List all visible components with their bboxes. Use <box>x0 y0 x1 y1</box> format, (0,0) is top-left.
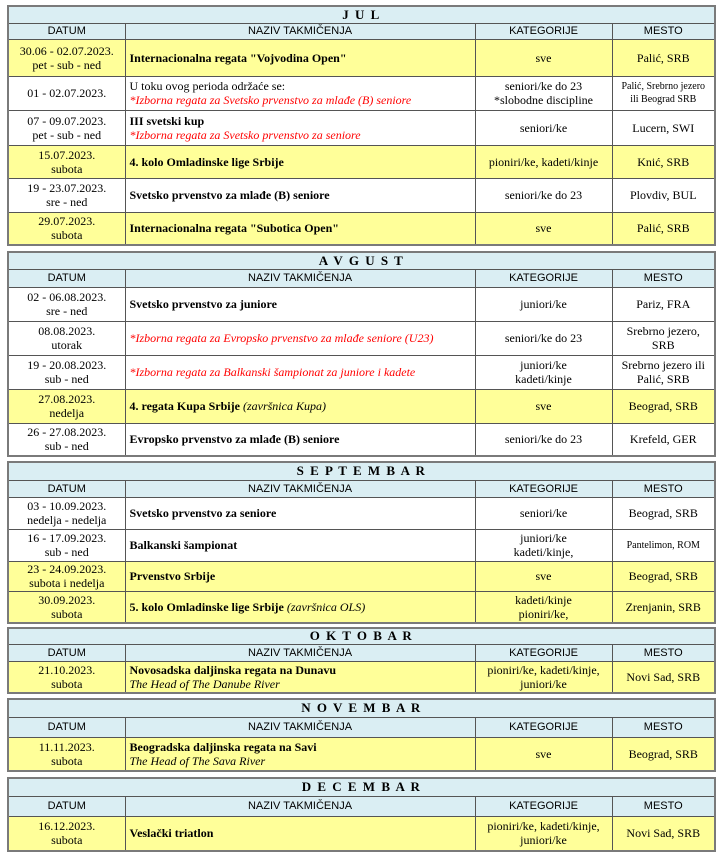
date-line: 16 - 17.09.2023. <box>27 531 107 545</box>
event-place <box>612 321 715 355</box>
place-line: Palić, SRB <box>636 221 690 236</box>
event-row <box>8 497 715 529</box>
name-line <box>130 128 475 142</box>
name-segment: *Izborna regata za Svetsko prvenstvo za mlađe (B) seniore <box>129 93 412 107</box>
column-header-row <box>8 644 715 661</box>
month-title: A V G U S T <box>8 252 715 269</box>
event-date <box>8 212 125 245</box>
place-line: Srebrno jezero ili <box>621 358 705 372</box>
name-line <box>130 506 475 520</box>
event-name <box>125 355 475 389</box>
event-name <box>125 76 475 110</box>
event-date <box>8 737 125 771</box>
event-row <box>8 816 715 851</box>
date-line: 16.12.2023. <box>38 819 96 834</box>
place-line: Zrenjanin, SRB <box>625 599 701 614</box>
event-categories <box>475 561 612 591</box>
event-row <box>8 39 715 76</box>
date-line: nedelja - nedelja <box>27 513 107 527</box>
event-name <box>125 737 475 771</box>
name-line <box>130 569 475 583</box>
event-date <box>8 389 125 423</box>
event-place <box>612 816 715 851</box>
header-datum: DATUM <box>8 717 125 737</box>
event-name <box>125 561 475 591</box>
event-place <box>612 423 715 456</box>
event-row <box>8 389 715 423</box>
date-line: subota <box>51 833 83 848</box>
date-line: 29.07.2023. <box>38 214 96 229</box>
date-line: subota i nedelja <box>29 576 105 590</box>
header-naziv: NAZIV TAKMIČENJA <box>125 480 475 497</box>
event-name <box>125 661 475 693</box>
place-line: Beograd, SRB <box>628 506 698 520</box>
category-line: seniori/ke do 23 <box>504 331 583 345</box>
event-date <box>8 661 125 693</box>
date-line: pet - sub - ned <box>32 57 102 72</box>
event-name <box>125 212 475 245</box>
event-place <box>612 145 715 178</box>
category-line: juniori/ke <box>520 358 567 372</box>
month-block-novembar <box>7 698 716 772</box>
event-row <box>8 355 715 389</box>
name-segment: The Head of The Danube River <box>129 676 280 691</box>
category-line: sve <box>535 399 552 413</box>
name-line <box>130 221 475 235</box>
event-categories <box>475 145 612 178</box>
name-segment: The Head of The Sava River <box>129 753 266 768</box>
name-line <box>130 93 475 107</box>
event-name <box>125 591 475 623</box>
event-categories <box>475 816 612 851</box>
header-datum: DATUM <box>8 269 125 287</box>
category-line: seniori/ke do 23 <box>504 432 583 447</box>
place-line: Plovdiv, BUL <box>629 188 697 202</box>
event-name <box>125 321 475 355</box>
event-date <box>8 178 125 212</box>
event-categories <box>475 737 612 771</box>
event-place <box>612 76 715 110</box>
place-line: Palić, SRB <box>636 50 690 65</box>
month-title: J U L <box>8 6 715 23</box>
category-line: juniori/ke <box>520 297 567 311</box>
name-line <box>130 155 475 169</box>
header-datum: DATUM <box>8 796 125 816</box>
header-naziv: NAZIV TAKMIČENJA <box>125 644 475 661</box>
date-line: sre - ned <box>46 195 88 209</box>
date-line: sub - ned <box>44 372 89 386</box>
date-line: 02 - 06.08.2023. <box>27 290 107 304</box>
month-title-row <box>8 778 715 796</box>
event-categories <box>475 39 612 76</box>
category-line: kadeti/kinje <box>515 592 572 607</box>
event-date <box>8 497 125 529</box>
event-row <box>8 661 715 693</box>
name-line <box>130 600 475 614</box>
event-name <box>125 110 475 145</box>
month-title-row <box>8 6 715 23</box>
header-mesto: MESTO <box>612 23 715 39</box>
name-line <box>130 677 475 691</box>
event-name <box>125 816 475 851</box>
date-line: 19 - 20.08.2023. <box>27 358 107 372</box>
name-line <box>130 826 475 840</box>
name-segment: Evropsko prvenstvo za mlađe (B) seniore <box>129 432 340 447</box>
place-line: Beograd, SRB <box>628 569 698 583</box>
name-line <box>130 79 475 93</box>
event-categories <box>475 529 612 561</box>
event-place <box>612 110 715 145</box>
header-kategorije: KATEGORIJE <box>475 269 612 287</box>
event-categories <box>475 76 612 110</box>
place-line: Lucern, SWI <box>632 120 695 135</box>
date-line: subota <box>51 161 83 176</box>
date-line: nedelja <box>49 406 85 420</box>
event-categories <box>475 321 612 355</box>
event-name <box>125 497 475 529</box>
event-categories <box>475 661 612 693</box>
name-segment: *Izborna regata za Evropsko prvenstvo za mlađe seniore (U23) <box>129 331 434 345</box>
event-categories <box>475 178 612 212</box>
month-block-jul <box>7 5 716 246</box>
event-row <box>8 423 715 456</box>
name-segment: 4. kolo Omladinske lige Srbije <box>129 154 284 169</box>
name-segment: Veslački triatlon <box>129 826 214 841</box>
event-row <box>8 321 715 355</box>
event-name <box>125 287 475 321</box>
header-mesto: MESTO <box>612 644 715 661</box>
event-date <box>8 591 125 623</box>
event-place <box>612 561 715 591</box>
category-line: pioniri/ke, <box>518 606 569 621</box>
place-line: Srebrno jezero, <box>626 324 700 338</box>
event-row <box>8 529 715 561</box>
event-row <box>8 178 715 212</box>
event-date <box>8 110 125 145</box>
name-segment: *Izborna regata za Svetsko prvenstvo za seniore <box>129 127 361 142</box>
name-segment: Balkanski šampionat <box>129 538 238 552</box>
event-date <box>8 423 125 456</box>
name-line <box>130 297 475 311</box>
event-row <box>8 287 715 321</box>
date-line: 27.08.2023. <box>38 392 96 406</box>
event-place <box>612 389 715 423</box>
event-date <box>8 321 125 355</box>
event-categories <box>475 591 612 623</box>
event-date <box>8 355 125 389</box>
name-segment: U toku ovog perioda održaće se: <box>129 79 286 93</box>
category-line: sve <box>535 569 552 583</box>
place-line: Krefeld, GER <box>629 432 697 447</box>
name-segment: Internacionalna regata "Vojvodina Open" <box>129 50 347 65</box>
category-line: seniori/ke <box>519 506 568 520</box>
name-segment: Svetsko prvenstvo za mlađe (B) seniore <box>129 188 330 202</box>
name-segment: III svetski kup <box>129 113 205 128</box>
date-line: 15.07.2023. <box>38 147 96 162</box>
name-segment: Internacionalna regata "Subotica Open" <box>129 221 339 236</box>
category-line: seniori/ke do 23 <box>504 79 583 93</box>
date-line: subota <box>51 753 83 768</box>
event-categories <box>475 497 612 529</box>
event-place <box>612 529 715 561</box>
name-segment: (završnica OLS) <box>283 599 366 614</box>
category-line: kadeti/kinje, <box>513 545 574 559</box>
event-row <box>8 591 715 623</box>
event-row <box>8 145 715 178</box>
header-kategorije: KATEGORIJE <box>475 644 612 661</box>
header-mesto: MESTO <box>612 269 715 287</box>
name-segment: 4. regata Kupa Srbije <box>129 399 240 413</box>
place-line: Beograd, SRB <box>628 399 698 413</box>
category-line: sve <box>535 746 552 761</box>
event-date <box>8 145 125 178</box>
column-header-row <box>8 23 715 39</box>
event-categories <box>475 423 612 456</box>
event-name <box>125 39 475 76</box>
header-naziv: NAZIV TAKMIČENJA <box>125 717 475 737</box>
header-kategorije: KATEGORIJE <box>475 23 612 39</box>
event-categories <box>475 355 612 389</box>
date-line: 23 - 24.09.2023. <box>27 562 107 576</box>
event-categories <box>475 389 612 423</box>
name-segment: *Izborna regata za Balkanski šampionat za juniore i kadete <box>129 365 416 379</box>
category-line: juniori/ke <box>520 531 567 545</box>
name-line <box>130 432 475 446</box>
header-naziv: NAZIV TAKMIČENJA <box>125 23 475 39</box>
column-header-row <box>8 717 715 737</box>
event-date <box>8 287 125 321</box>
header-mesto: MESTO <box>612 480 715 497</box>
place-line: Palić, Srebrno jezero <box>621 81 706 92</box>
date-line: 01 - 02.07.2023. <box>27 86 107 100</box>
category-line: sve <box>535 50 552 65</box>
place-line: Novi Sad, SRB <box>626 826 701 841</box>
column-header-row <box>8 796 715 816</box>
name-line <box>130 365 475 379</box>
category-line: sve <box>535 221 552 236</box>
header-mesto: MESTO <box>612 796 715 816</box>
event-categories <box>475 287 612 321</box>
name-segment: Svetsko prvenstvo za juniore <box>129 297 277 311</box>
event-place <box>612 661 715 693</box>
header-naziv: NAZIV TAKMIČENJA <box>125 796 475 816</box>
date-line: 19 - 23.07.2023. <box>27 181 107 195</box>
event-row <box>8 737 715 771</box>
place-line: Palić, SRB <box>636 372 690 386</box>
name-line <box>130 188 475 202</box>
category-line: seniori/ke <box>519 120 568 135</box>
date-line: 21.10.2023. <box>38 662 96 677</box>
place-line: Beograd, SRB <box>628 746 698 761</box>
month-title: N O V E M B A R <box>8 699 715 717</box>
month-title: D E C E M B A R <box>8 778 715 796</box>
name-segment: Prvenstvo Srbije <box>129 569 216 583</box>
category-line: juniori/ke <box>520 833 567 848</box>
date-line: 30.09.2023. <box>38 592 96 607</box>
event-row <box>8 110 715 145</box>
date-line: 07 - 09.07.2023. <box>27 113 107 128</box>
place-line: Knić, SRB <box>637 154 690 169</box>
date-line: 11.11.2023. <box>38 739 95 754</box>
month-title-row <box>8 699 715 717</box>
category-line: *slobodne discipline <box>494 93 593 107</box>
date-line: 03 - 10.09.2023. <box>27 499 107 513</box>
place-line: Novi Sad, SRB <box>626 669 701 684</box>
month-block-septembar <box>7 461 716 624</box>
name-segment: (završnica Kupa) <box>239 399 326 413</box>
date-line: 26 - 27.08.2023. <box>27 425 107 440</box>
header-datum: DATUM <box>8 23 125 39</box>
name-segment: Novosadska daljinska regata na Dunavu <box>129 662 337 677</box>
place-line: Pariz, FRA <box>636 297 691 311</box>
header-kategorije: KATEGORIJE <box>475 717 612 737</box>
date-line: sre - ned <box>46 304 88 318</box>
place-line: Pantelimon, ROM <box>626 539 700 551</box>
date-line: subota <box>51 676 83 691</box>
event-date <box>8 816 125 851</box>
event-name <box>125 145 475 178</box>
event-name <box>125 389 475 423</box>
category-line: kadeti/kinje <box>515 372 572 386</box>
event-row <box>8 76 715 110</box>
name-line <box>130 114 475 128</box>
date-line: utorak <box>51 338 83 352</box>
date-line: subota <box>51 606 83 621</box>
column-header-row <box>8 480 715 497</box>
category-line: pioniri/ke, kadeti/kinje, <box>487 662 600 677</box>
event-row <box>8 561 715 591</box>
event-place <box>612 178 715 212</box>
event-categories <box>475 212 612 245</box>
name-segment: 5. kolo Omladinske lige Srbije <box>129 599 284 614</box>
month-block-oktobar <box>7 627 716 694</box>
category-line: seniori/ke do 23 <box>504 188 583 202</box>
date-line: subota <box>51 228 83 243</box>
month-title-row <box>8 252 715 269</box>
name-line <box>130 51 475 65</box>
event-place <box>612 39 715 76</box>
category-line: pioniri/ke, kadeti/kinje, <box>487 819 600 834</box>
month-title-row <box>8 628 715 644</box>
place-line: ili Beograd SRB <box>630 94 697 105</box>
month-title-row <box>8 462 715 480</box>
event-date <box>8 76 125 110</box>
month-title: S E P T E M B A R <box>8 462 715 480</box>
category-line: pioniri/ke, kadeti/kinje <box>488 154 599 169</box>
name-line <box>130 538 475 552</box>
month-block-decembar <box>7 777 716 852</box>
month-block-avgust <box>7 251 716 457</box>
event-place <box>612 497 715 529</box>
event-categories <box>475 110 612 145</box>
header-datum: DATUM <box>8 644 125 661</box>
event-place <box>612 212 715 245</box>
name-segment: Svetsko prvenstvo za seniore <box>129 506 277 520</box>
header-datum: DATUM <box>8 480 125 497</box>
category-line: juniori/ke <box>520 676 567 691</box>
event-place <box>612 287 715 321</box>
event-name <box>125 423 475 456</box>
event-date <box>8 39 125 76</box>
event-place <box>612 737 715 771</box>
header-mesto: MESTO <box>612 717 715 737</box>
event-place <box>612 591 715 623</box>
name-line <box>130 754 475 768</box>
place-line: SRB <box>651 338 675 352</box>
header-kategorije: KATEGORIJE <box>475 796 612 816</box>
event-name <box>125 529 475 561</box>
header-kategorije: KATEGORIJE <box>475 480 612 497</box>
event-place <box>612 355 715 389</box>
name-segment: Beogradska daljinska regata na Savi <box>129 739 317 754</box>
date-line: pet - sub - ned <box>32 127 102 142</box>
month-title: O K T O B A R <box>8 628 715 644</box>
date-line: 08.08.2023. <box>38 324 96 338</box>
event-date <box>8 561 125 591</box>
name-line <box>130 331 475 345</box>
name-line <box>130 740 475 754</box>
event-date <box>8 529 125 561</box>
date-line: 30.06 - 02.07.2023. <box>19 43 114 58</box>
column-header-row <box>8 269 715 287</box>
header-naziv: NAZIV TAKMIČENJA <box>125 269 475 287</box>
name-line <box>130 399 475 413</box>
date-line: sub - ned <box>44 545 89 559</box>
event-row <box>8 212 715 245</box>
event-name <box>125 178 475 212</box>
date-line: sub - ned <box>44 439 89 454</box>
name-line <box>130 663 475 677</box>
